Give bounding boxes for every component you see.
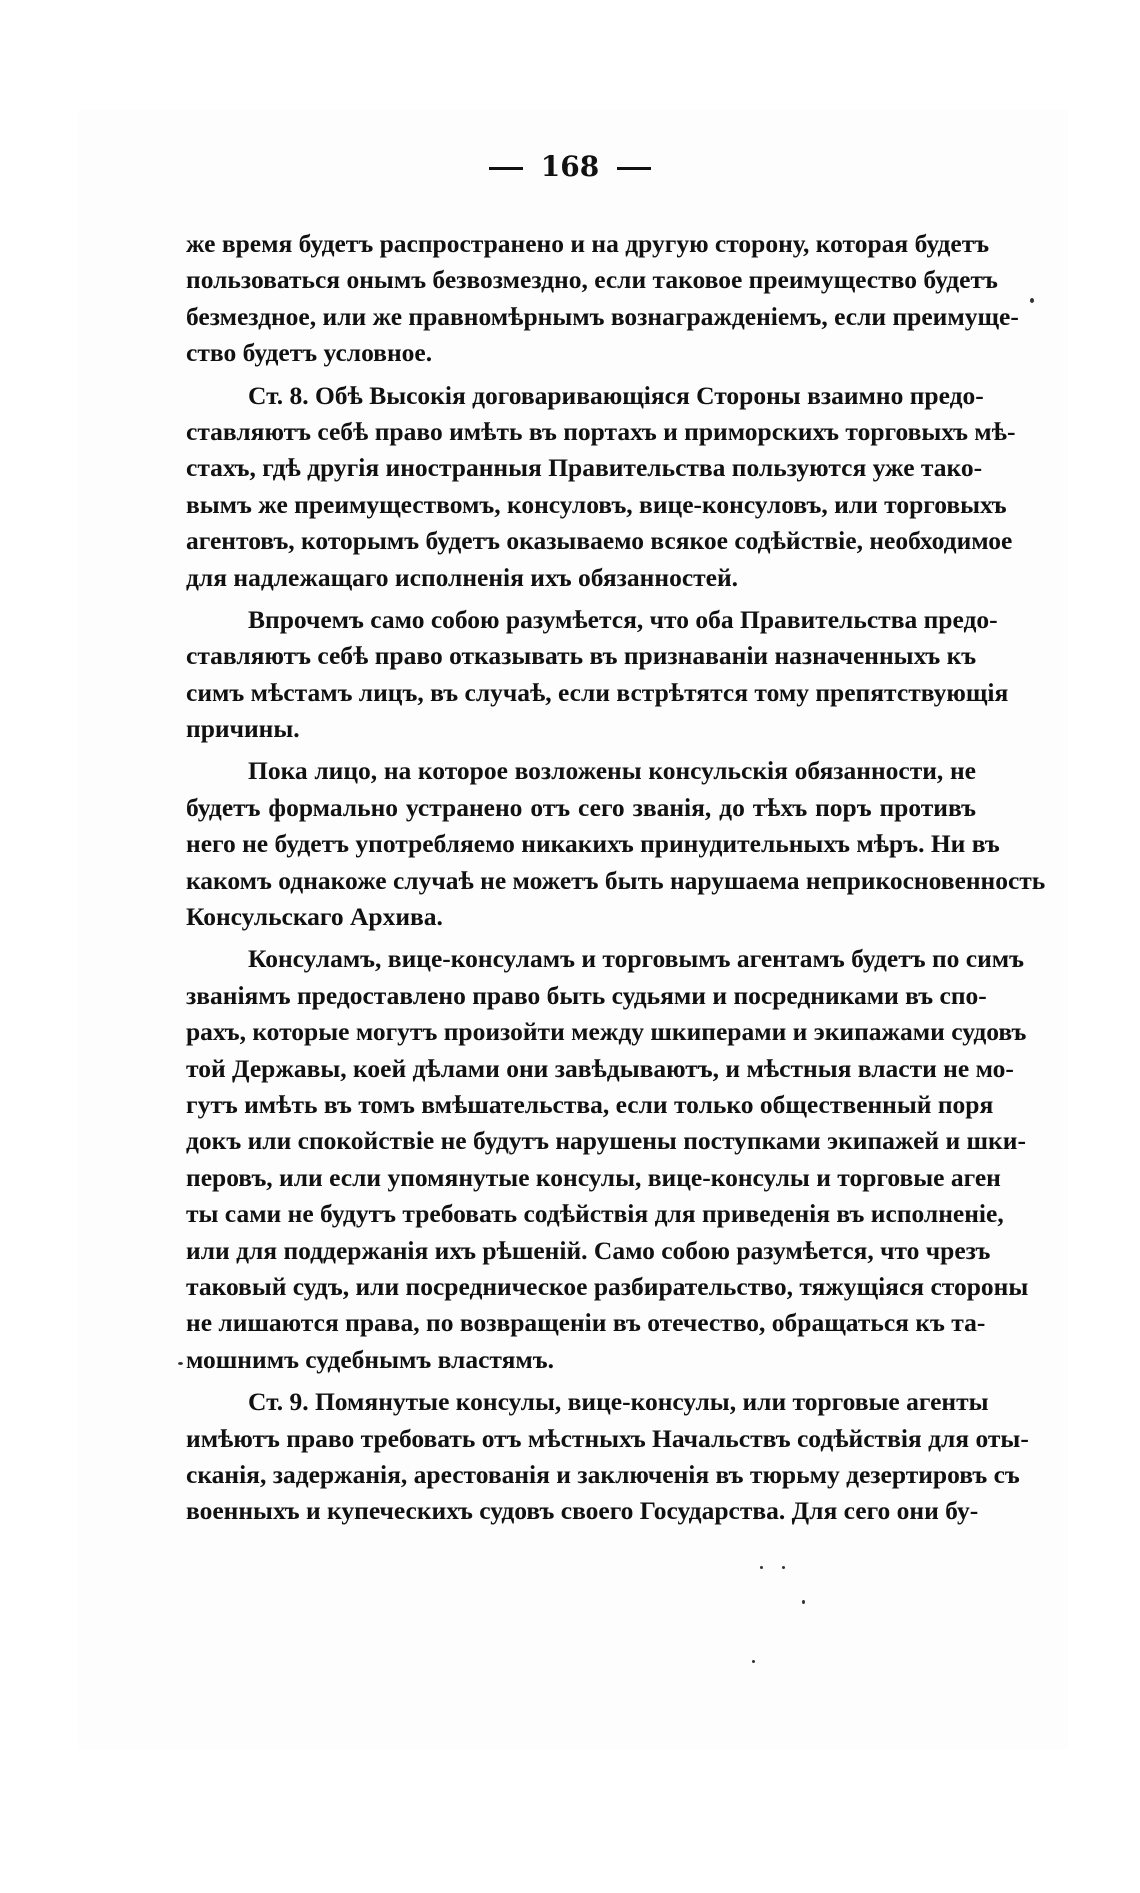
page-header [0,150,1140,183]
text-line: симъ мѣстамъ лицъ, въ случаѣ, если встрѣтятся тому препятствующія [186,677,1009,707]
text-line: агентовъ, которымъ будетъ оказываемо всякое содѣйствіе, необходимое [186,526,1013,556]
text-line: или для поддержанія ихъ рѣшеній. Само собою разумѣется, что чрезъ [186,1235,991,1265]
text-line: мошнимъ судебнымъ властямъ. [186,1344,555,1374]
text-line: Ст. 9. Помянутые консулы, вице-консулы, или торговые агенты [248,1387,989,1417]
text-line: рахъ, которые могутъ произойти между шкиперами и экипажами судовъ [186,1017,1027,1047]
scan-speck [752,1660,755,1663]
paragraph [186,602,1009,748]
scan-speck [760,1566,763,1569]
scan-speck [1030,298,1034,303]
body-text [186,226,1046,1530]
text-line: пользоваться онымъ безвозмездно, если таковое преимущество будетъ [186,265,998,295]
text-line: военныхъ и купеческихъ судовъ своего Государства. Для сего они бу- [186,1496,979,1526]
text-line: ство будетъ условное. [186,338,433,368]
scan-speck [802,1600,805,1604]
text-line: Пока лицо, на которое возложены консульскія обязанности, не [248,756,976,786]
header-dash-left [489,167,523,170]
text-line: для надлежащаго исполненія ихъ обязанностей. [186,562,739,592]
paragraph [186,226,1019,372]
scan-speck [782,1566,785,1569]
text-line: будетъ формально устранено отъ сего званія, до тѣхъ поръ противъ [186,792,976,822]
text-line: Ст. 8. Обѣ Высокія договаривающіяся Стороны взаимно предо- [248,380,984,410]
page-number: 168 [540,150,600,183]
paragraph [186,753,1046,935]
paragraph [186,1384,1029,1530]
text-line: таковый судъ, или посредническое разбирательство, тяжущіяся стороны [186,1271,1029,1301]
text-line: Консуламъ, вице-консуламъ и торговымъ агентамъ будетъ по симъ [248,944,1025,974]
text-line: стахъ, гдѣ другія иностранныя Правительства пользуются уже тако- [186,453,983,483]
text-line: же время будетъ распространено и на другую сторону, которая будетъ [186,229,990,258]
text-line: него не будетъ употребляемо никакихъ принудительныхъ мѣръ. Ни въ [186,829,1000,859]
text-line: сканія, задержанія, арестованія и заключенія въ тюрьму дезертировъ съ [186,1459,1020,1489]
text-line: ты сами не будутъ требовать содѣйствія для приведенія въ исполненіе, [186,1199,1004,1229]
text-line: званіямъ предоставлено право быть судьями и посредниками въ спо- [186,980,987,1010]
text-line: причины. [186,714,300,744]
text-line: перовъ, или если упомянутые консулы, вице-консулы и торговые аген [186,1162,1001,1192]
text-line: вымъ же преимуществомъ, консуловъ, вице-консуловъ, или торговыхъ [186,489,1007,519]
text-line: гутъ имѣть въ томъ вмѣшательства, если только общественный поря [186,1089,994,1119]
header-dash-right [617,167,651,170]
text-line: ставляютъ себѣ право отказывать въ признаваніи назначенныхъ къ [186,641,977,671]
text-line: докъ или спокойствіе не будутъ нарушены поступками экипажей и шки- [186,1126,1026,1156]
text-line: безмездное, или же правномѣрнымъ вознагражденіемъ, если преимуще- [186,301,1019,331]
paragraph [186,378,1016,596]
text-line: не лишаются права, по возвращеніи въ отечество, обращаться къ та- [186,1308,986,1338]
text-line: имѣютъ право требовать отъ мѣстныхъ Начальствъ содѣйствія для оты- [186,1423,1029,1453]
scan-speck [178,1362,183,1365]
text-line: Впрочемъ само собою разумѣется, что оба Правительства предо- [248,604,998,634]
text-line: ставляютъ себѣ право имѣть въ портахъ и приморскихъ торговыхъ мѣ- [186,416,1016,446]
text-line: Консульскаго Архива. [186,902,443,932]
text-line: какомъ однакоже случаѣ не можетъ быть нарушаема неприкосновенность [186,865,1046,895]
paragraph [186,941,1029,1378]
text-line: той Державы, коей дѣлами они завѣдываютъ, и мѣстныя власти не мо- [186,1053,1014,1083]
